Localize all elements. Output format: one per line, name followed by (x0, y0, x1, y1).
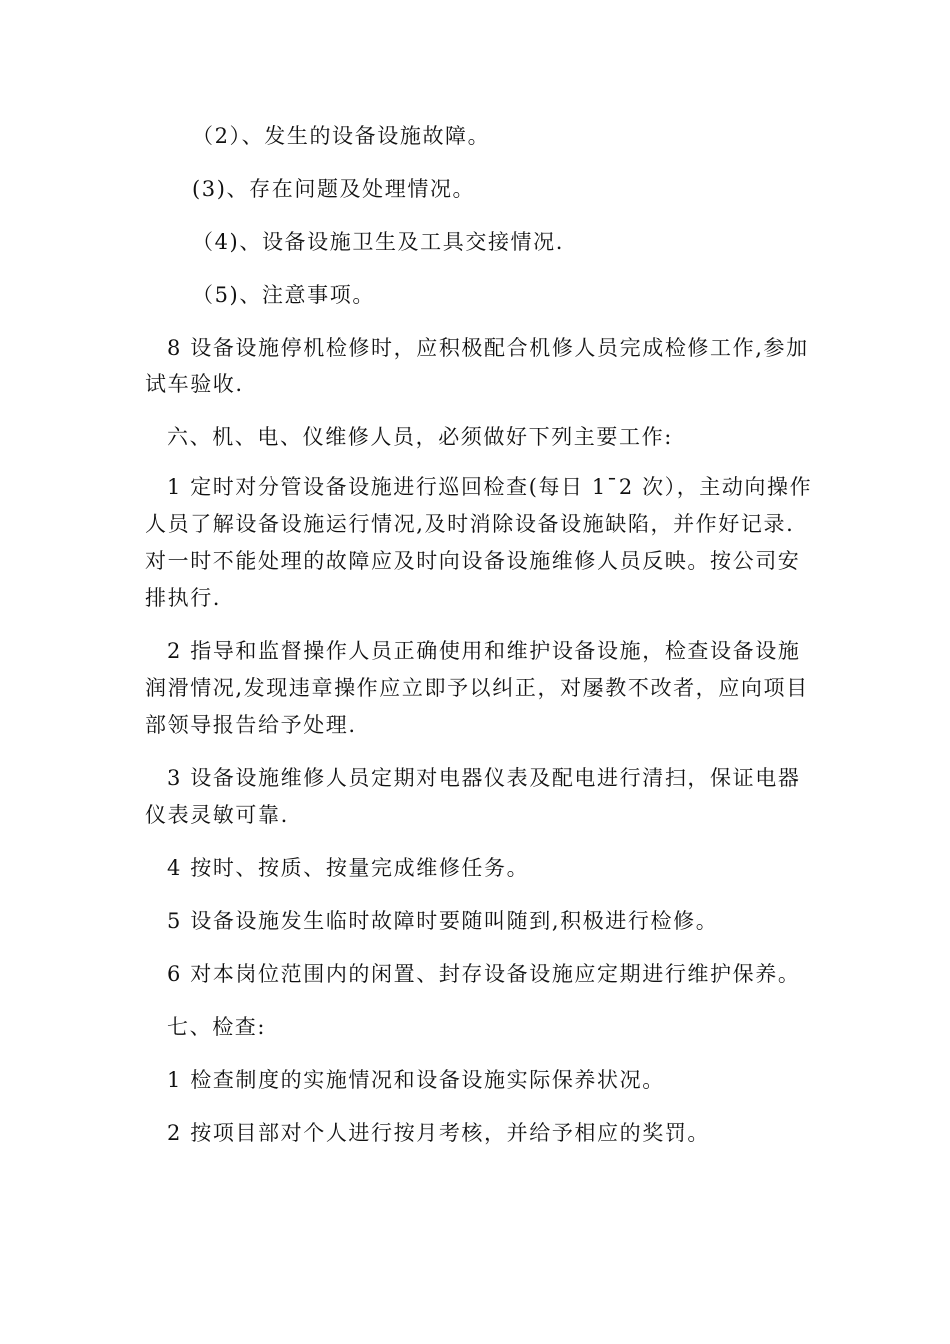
text-line-16: 仪表灵敏可靠. (145, 803, 289, 827)
text-line-12: 2 指导和监督操作人员正确使用和维护设备设施，检查设备设施 (167, 639, 801, 663)
text-line-17: 4 按时、按质、按量完成维修任务。 (167, 856, 530, 880)
text-line-4: （5)、注意事项。 (192, 283, 375, 307)
text-line-11: 排执行. (145, 586, 222, 610)
text-line-5: 8 设备设施停机检修时，应积极配合机修人员完成检修工作,参加 (167, 336, 809, 360)
text-line-14: 部领导报告给予处理. (145, 713, 357, 737)
text-line-8: 1 定时对分管设备设施进行巡回检查(每日 1¯2 次），主动向操作 (167, 475, 813, 499)
text-line-15: 3 设备设施维修人员定期对电器仪表及配电进行清扫，保证电器 (167, 766, 801, 790)
text-line-10: 对一时不能处理的故障应及时向设备设施维修人员反映。按公司安 (145, 549, 801, 573)
text-line-21: 1 检查制度的实施情况和设备设施实际保养状况。 (167, 1068, 665, 1092)
text-line-2: (3)、存在问题及处理情况。 (192, 177, 476, 201)
text-line-1: （2）、发生的设备设施故障。 (192, 124, 491, 148)
text-line-7: 六、机、电、仪维修人员，必须做好下列主要工作: (167, 425, 673, 449)
text-line-19: 6 对本岗位范围内的闲置、封存设备设施应定期进行维护保养。 (167, 962, 801, 986)
text-line-9: 人员了解设备设施运行情况,及时消除设备设施缺陷，并作好记录. (145, 512, 795, 536)
text-line-3: （4)、设备设施卫生及工具交接情况. (192, 230, 565, 254)
text-line-18: 5 设备设施发生临时故障时要随叫随到,积极进行检修。 (167, 909, 719, 933)
text-line-6: 试车验收. (145, 372, 244, 396)
text-line-13: 润滑情况,发现违章操作应立即予以纠正，对屡教不改者，应向项目 (145, 676, 809, 700)
text-line-20: 七、检查: (167, 1015, 267, 1039)
text-line-22: 2 按项目部对个人进行按月考核，并给予相应的奖罚。 (167, 1121, 711, 1145)
